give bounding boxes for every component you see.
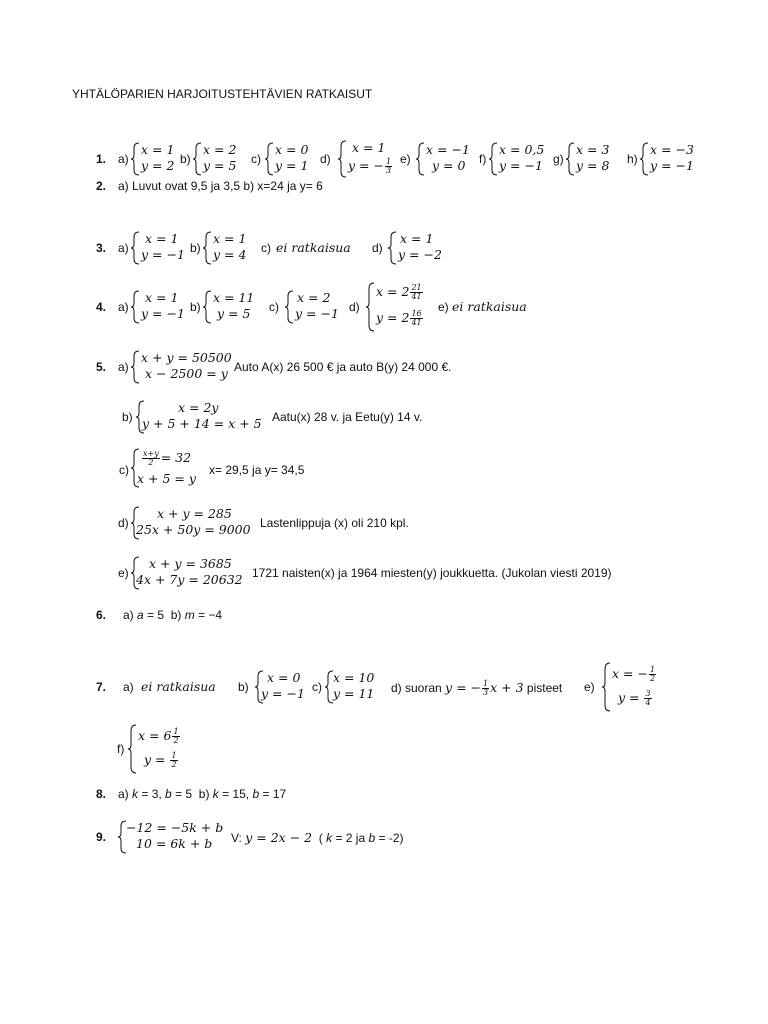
answer-9 [231,830,404,845]
label-8a: a) [118,787,129,801]
fraction [385,158,392,175]
eq-line: x + y = 50500 [141,350,232,365]
eq-line: x = 1 [145,290,179,305]
denominator: 2 [173,736,179,745]
fraction [142,450,160,467]
var-k: k [132,787,139,801]
answer-label: V: [231,831,242,845]
label-4e: e) [438,300,449,314]
eq-text: x = − [612,666,648,681]
problem-2-number: 2. [96,179,107,193]
brace-icon [489,142,498,176]
label-1b: b) [180,152,191,166]
eq-line: 10 = 6k + b [136,836,213,851]
fraction [482,680,489,697]
eq-line: y + 5 + 14 = x + 5 [142,416,262,431]
eq-line: 25x + 50y = 9000 [136,522,251,537]
numerator: 3 [645,689,651,698]
brace-icon [416,142,425,176]
system-5e [131,556,256,590]
label-5b: b) [122,410,133,424]
denominator: 2 [171,760,177,769]
label-7b: b) [238,680,249,694]
label-1c: c) [251,152,261,166]
eq-line: x = 0 [275,142,309,157]
eq-line: y = −1 [650,158,694,173]
brace-icon [131,350,140,384]
eq-line: y = −1 [261,686,305,701]
system-4d [366,282,432,332]
answer-7d [391,680,562,697]
brace-icon [640,142,649,176]
eq-line: x = 11 [213,290,255,305]
eq-line: y = −1 [295,306,339,321]
eq-line: y = 5 [203,158,237,173]
label-5d: d) [118,516,129,530]
system-4a [131,290,191,324]
label-6a: a) [123,608,134,622]
system-5a [131,350,231,384]
fraction [172,728,179,745]
denominator: 4 [645,698,651,707]
eq-line: x − 2500 = y [145,366,228,381]
fraction [644,690,651,707]
problem-7-number: 7. [96,680,107,694]
fraction [170,752,177,769]
eq-line [612,666,657,683]
eq-line: y = 1 [275,158,309,173]
label-3a: a) [118,241,129,255]
label-4a: a) [118,300,129,314]
answer-6 [123,608,222,622]
brace-icon [203,231,212,265]
eq-line: y = 0 [432,158,466,173]
system-7f [128,724,194,774]
eq-line [141,450,191,467]
numerator: x+y [143,449,159,458]
problem-6-number: 6. [96,608,107,622]
label-1d: d) [320,152,331,166]
note-text: = -2) [375,831,404,845]
system-4b [203,290,263,324]
eq-line: x = 1 [141,142,175,157]
eq-line: y = −2 [398,247,442,262]
brace-icon [193,142,202,176]
eq-line: y = 2 [141,158,175,173]
numerator: 21 [411,283,422,292]
brace-icon [366,282,375,332]
eq-line: x = 1 [213,231,247,246]
system-3d [388,231,448,265]
var-a: a [137,608,144,622]
eq-text: y = [144,752,170,767]
eq-line [618,690,653,707]
label-1f: f) [479,152,487,166]
numerator: 1 [649,665,656,674]
eq-line [144,752,179,769]
eq-line: x = 2y [178,400,219,415]
label-1a: a) [118,152,129,166]
label-4d: d) [349,300,360,314]
label-7f: f) [117,742,125,756]
answer-4e: ei ratkaisua [452,299,527,314]
answer-equation: y = 2x − 2 [245,830,313,845]
eq-text: y = [618,690,644,705]
problem-3-number: 3. [96,241,107,255]
denominator: 3 [483,688,489,697]
system-1g [566,142,616,176]
brace-icon [128,724,137,774]
brace-icon [338,140,347,178]
denominator: 41 [411,318,422,327]
denominator: 2 [148,458,154,467]
brace-icon [566,142,575,176]
answer-5a: Auto A(x) 26 500 € ja auto B(y) 24 000 €. [234,360,452,374]
eq-line: y = 4 [213,247,247,262]
denominator: 3 [385,166,392,175]
brace-icon [388,231,397,265]
label-5a: a) [118,360,129,374]
eq-text: x = 2 [376,284,410,299]
system-5b [136,400,266,434]
label-4c: c) [269,300,279,314]
eq-line: x + 5 = y [137,471,196,486]
system-1f [489,142,549,176]
system-5c [131,448,211,488]
eq-line [376,310,424,327]
label-7c: c) [312,680,322,694]
eq-line: x + y = 285 [157,506,232,521]
label-3c: c) [261,241,271,255]
eq-line: y = 11 [333,686,375,701]
eq-line: x = 10 [333,670,375,685]
problem-2-text: a) Luvut ovat 9,5 ja 3,5 b) x=24 ja y= 6 [118,179,323,193]
denominator: 2 [649,674,656,683]
note-text: = 2 ja [332,831,369,845]
eq-line: x = 0 [267,670,301,685]
numerator: 16 [411,309,422,318]
brace-icon [131,142,140,176]
value-m: = −4 [194,608,223,622]
var-b: b [368,831,376,845]
label-5e: e) [118,566,129,580]
value-b: = 17 [259,787,287,801]
label-7e: e) [584,680,595,694]
eq-line: x + y = 3685 [149,556,232,571]
system-9 [118,820,228,854]
label-3b: b) [190,241,201,255]
system-7c [325,670,385,704]
brace-icon [131,290,140,324]
label-7a: a) [123,680,134,694]
eq-line: x = 0,5 [499,142,545,157]
eq-text: = 32 [160,450,192,465]
fraction [410,310,422,327]
answer-3c: ei ratkaisua [276,240,351,255]
system-3b [203,231,253,265]
var-k: k [212,787,219,801]
label-1g: g) [553,152,564,166]
note-text: ( [318,831,323,845]
label-3d: d) [372,241,383,255]
eq-line: y = −1 [141,306,185,321]
brace-icon [131,231,140,265]
system-1e [416,142,472,176]
problem-1-number: 1. [96,152,107,166]
value-k: = 3, [138,787,162,801]
brace-icon [203,290,212,324]
fraction [410,284,422,301]
system-3a [131,231,191,265]
eq-text: x + 3 [490,680,524,695]
system-5d [131,506,261,540]
eq-line: x = 1 [145,231,179,246]
label-7d: d) suoran [391,681,442,695]
numerator: 1 [385,157,392,166]
denominator: 41 [411,292,422,301]
fraction [649,666,656,683]
system-1a [131,142,181,176]
var-k: k [326,831,333,845]
answer-5e: 1721 naisten(x) ja 1964 miesten(y) joukkuetta. (Jukolan viesti 2019) [252,566,612,580]
answer-5d: Lastenlippuja (x) oli 210 kpl. [260,516,409,530]
brace-icon [265,142,274,176]
numerator: 1 [173,727,179,736]
problem-8-number: 8. [96,787,107,801]
label-1h: h) [627,152,638,166]
line-equation [445,680,524,695]
problem-5-number: 5. [96,360,107,374]
label-8b: b) [198,787,210,801]
answer-7a: ei ratkaisua [141,679,216,694]
system-7b [255,670,315,704]
numerator: 1 [483,679,489,688]
eq-line: x = 1 [352,140,386,155]
eq-line: y = −1 [499,158,543,173]
eq-line [138,728,181,745]
value-a: = 5 [143,608,165,622]
value-b: = 5 [171,787,193,801]
answer-5c: x= 29,5 ja y= 34,5 [209,463,305,477]
system-1h [640,142,700,176]
eq-line: x = 2 [297,290,331,305]
label-6b: b) [170,608,182,622]
eq-line: 4x + 7y = 20632 [136,572,243,587]
problem-4-number: 4. [96,300,107,314]
eq-line: x = −1 [426,142,470,157]
brace-icon [602,662,611,712]
system-4c [285,290,345,324]
eq-text: y = 2 [376,310,410,325]
label-5c: c) [119,463,129,477]
var-b: b [252,787,260,801]
system-1d [338,140,398,178]
eq-text: y = − [348,158,384,173]
eq-line: y = 8 [576,158,610,173]
label-1e: e) [400,152,411,166]
var-m: m [184,608,195,622]
system-1c [265,142,315,176]
eq-line: x = 2 [203,142,237,157]
eq-line: y = 5 [217,306,251,321]
page-title: YHTÄLÖPARIEN HARJOITUSTEHTÄVIEN RATKAISUT [72,87,373,101]
eq-text: x = 6 [138,728,172,743]
eq-line [348,158,393,175]
eq-line: x = 1 [400,231,434,246]
var-b: b [165,787,172,801]
eq-line: x = 3 [576,142,610,157]
numerator: 1 [171,751,177,760]
eq-text: y = − [445,680,482,695]
system-1b [193,142,243,176]
answer-8 [118,787,286,801]
value-k: = 15, [218,787,250,801]
eq-line: −12 = −5k + b [126,820,224,835]
eq-line: y = −1 [141,247,185,262]
problem-9-number: 9. [96,830,107,844]
eq-tail: pisteet [526,681,563,695]
eq-line [376,284,424,301]
answer-5b: Aatu(x) 28 v. ja Eetu(y) 14 v. [272,410,423,424]
brace-icon [285,290,294,324]
system-7e [602,662,668,712]
label-4b: b) [190,300,201,314]
eq-line: x = −3 [650,142,694,157]
